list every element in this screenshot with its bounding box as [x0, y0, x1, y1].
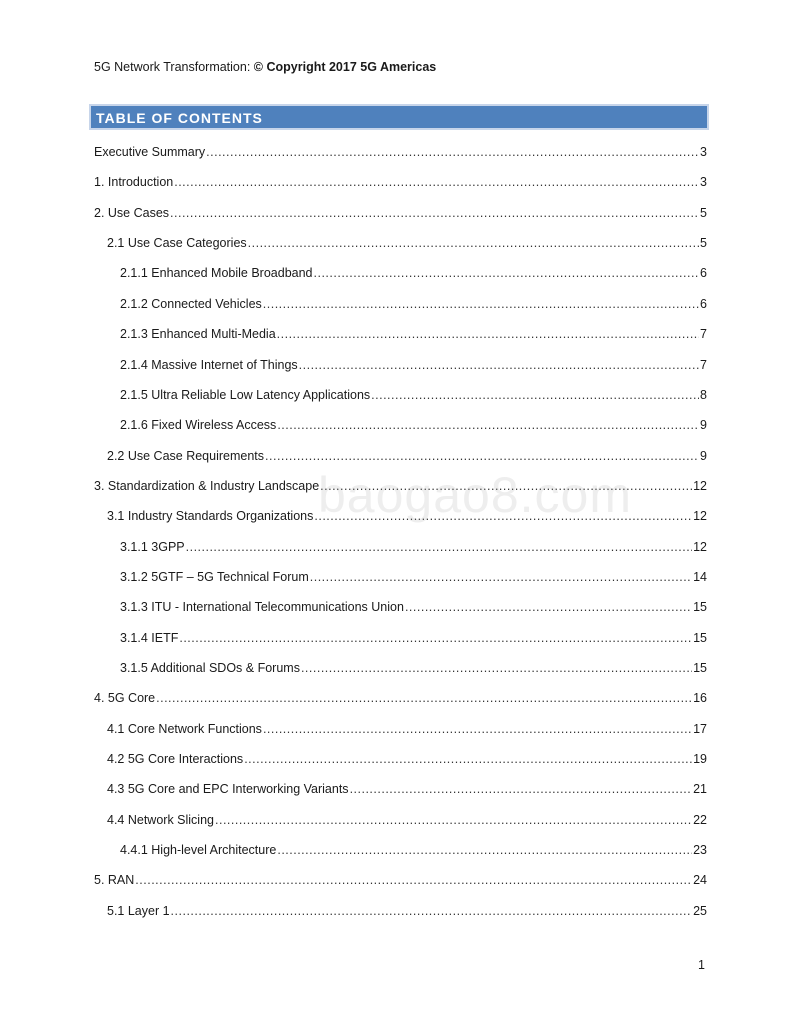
- toc-entry[interactable]: [107, 449, 707, 467]
- toc-entry-label: 2.1.4 Massive Internet of Things: [120, 357, 298, 372]
- toc-entry-label: 2.1.3 Enhanced Multi-Media: [120, 327, 276, 342]
- toc-entry[interactable]: [120, 540, 707, 558]
- toc-entry-label: 4.3 5G Core and EPC Interworking Variants: [107, 782, 349, 797]
- toc-entry[interactable]: [107, 813, 707, 831]
- toc-entry-page: 15: [693, 661, 707, 675]
- toc-entry-label: 3.1.5 Additional SDOs & Forums: [120, 661, 300, 675]
- toc-entry-page: 3: [700, 175, 707, 190]
- toc-entry[interactable]: [120, 297, 707, 315]
- toc-entry[interactable]: [120, 388, 707, 406]
- toc-entry[interactable]: [120, 418, 707, 436]
- toc-entry-label: 1. Introduction: [94, 175, 174, 190]
- toc-entry-label: 2.1.1 Enhanced Mobile Broadband: [120, 266, 313, 281]
- page-header: [94, 60, 436, 74]
- toc-entry[interactable]: [94, 873, 707, 891]
- toc-dot-leader: [314, 266, 700, 280]
- page-number: 1: [698, 958, 705, 972]
- toc-dot-leader: [263, 722, 692, 736]
- toc-entry-label: 3. Standardization & Industry Landscape: [94, 478, 320, 493]
- toc-entry-label: 2.1.6 Fixed Wireless Access: [120, 418, 277, 433]
- toc-entry[interactable]: [107, 904, 707, 922]
- toc-entry[interactable]: [120, 327, 707, 345]
- toc-entry[interactable]: [120, 631, 707, 649]
- toc-dot-leader: [320, 479, 692, 493]
- toc-entry[interactable]: [120, 661, 707, 679]
- toc-dot-leader: [265, 449, 699, 463]
- toc-entry-page: 25: [693, 903, 707, 918]
- toc-entry-page: 9: [700, 448, 707, 463]
- toc-dot-leader: [248, 236, 699, 250]
- toc-dot-leader: [277, 327, 699, 341]
- toc-dot-leader: [174, 175, 699, 189]
- toc-entry[interactable]: [107, 782, 707, 800]
- toc-entry-label: 2.1.2 Connected Vehicles: [120, 296, 262, 311]
- toc-entry[interactable]: [120, 358, 707, 376]
- toc-entry-page: 14: [693, 569, 707, 584]
- toc-dot-leader: [135, 873, 692, 887]
- toc-entry-label: 5. RAN: [94, 873, 135, 888]
- toc-entry-page: 12: [693, 539, 707, 554]
- toc-entry-label: 3.1.1 3GPP: [120, 539, 185, 554]
- toc-entry-label: 4.1 Core Network Functions: [107, 721, 262, 736]
- toc-heading: TABLE OF CONTENTS: [96, 110, 263, 126]
- toc-entry-label: 5.1 Layer 1: [107, 903, 170, 918]
- toc-entry-page: 7: [700, 327, 707, 342]
- toc-dot-leader: [170, 206, 699, 220]
- toc-entry-page: 6: [700, 266, 707, 281]
- toc-dot-leader: [371, 388, 699, 402]
- toc-dot-leader: [244, 752, 692, 766]
- toc-dot-leader: [314, 509, 692, 523]
- toc-dot-leader: [215, 813, 692, 827]
- toc-dot-leader: [277, 418, 699, 432]
- toc-entry-page: 23: [693, 843, 707, 858]
- header-copyright: © Copyright 2017 5G Americas: [253, 60, 437, 74]
- toc-entry-page: 5: [700, 236, 707, 251]
- toc-entry[interactable]: [120, 843, 707, 861]
- toc-entry-page: 5: [700, 205, 707, 220]
- toc-entry-label: 2.2 Use Case Requirements: [107, 448, 265, 463]
- toc-dot-leader: [299, 358, 699, 372]
- toc-dot-leader: [350, 782, 693, 796]
- toc-entry[interactable]: [94, 145, 707, 163]
- toc-entry-label: 4. 5G Core: [94, 691, 156, 706]
- toc-entry-page: 22: [693, 812, 707, 827]
- toc-entry-page: 15: [693, 600, 707, 615]
- toc-entry-page: 6: [700, 296, 707, 311]
- toc-entry-page: 21: [693, 782, 707, 797]
- toc-dot-leader: [301, 661, 692, 675]
- toc-entry[interactable]: [107, 509, 707, 527]
- toc-entry[interactable]: [94, 479, 707, 497]
- toc-entry[interactable]: [94, 175, 707, 193]
- toc-dot-leader: [179, 631, 692, 645]
- toc-entry-label: 3.1 Industry Standards Organizations: [107, 509, 314, 524]
- toc-entry-label: 4.4 Network Slicing: [107, 812, 214, 827]
- toc-entry-page: 24: [693, 873, 707, 888]
- toc-dot-leader: [263, 297, 699, 311]
- toc-entry-label: 2.1.5 Ultra Reliable Low Latency Applications: [120, 387, 371, 402]
- toc-dot-leader: [206, 145, 699, 159]
- watermark: baogao8.com: [318, 467, 633, 523]
- toc-dot-leader: [310, 570, 692, 584]
- toc-dot-leader: [171, 904, 693, 918]
- toc-dot-leader: [156, 691, 692, 705]
- toc-entry-page: 12: [693, 509, 707, 524]
- toc-entry[interactable]: [94, 206, 707, 224]
- toc-entry[interactable]: [107, 752, 707, 770]
- toc-entry-page: 19: [693, 752, 707, 766]
- toc-entry-page: 8: [700, 387, 707, 402]
- toc-entry-page: 9: [700, 418, 707, 433]
- header-doc-title: 5G Network Transformation:: [94, 60, 251, 74]
- toc-entry-page: 17: [693, 721, 707, 736]
- toc-entry-label: 4.2 5G Core Interactions: [107, 752, 244, 766]
- toc-entry[interactable]: [120, 266, 707, 284]
- toc-entry-label: 2. Use Cases: [94, 205, 170, 220]
- toc-entry-label: 3.1.4 IETF: [120, 630, 179, 645]
- toc-dot-leader: [277, 843, 692, 857]
- toc-dot-leader: [186, 540, 692, 554]
- toc-entry-page: 3: [700, 145, 707, 159]
- toc-entry[interactable]: [120, 600, 707, 618]
- toc-entry-page: 7: [700, 357, 707, 372]
- toc-entry-label: 3.1.2 5GTF – 5G Technical Forum: [120, 569, 309, 584]
- toc-entry-page: 16: [693, 691, 707, 706]
- toc-dot-leader: [405, 600, 692, 614]
- toc-entry-label: Executive Summary: [94, 145, 206, 159]
- toc-entry-label: 4.4.1 High-level Architecture: [120, 843, 277, 858]
- toc-entry-page: 15: [693, 630, 707, 645]
- toc-entry-page: 12: [693, 478, 707, 493]
- toc-entry-label: 3.1.3 ITU - International Telecommunications Union: [120, 600, 404, 615]
- toc-entry[interactable]: [120, 570, 707, 588]
- toc-entry[interactable]: [94, 691, 707, 709]
- toc-entry[interactable]: [107, 722, 707, 740]
- toc-heading-banner: [89, 104, 709, 130]
- toc-entry[interactable]: [107, 236, 707, 254]
- toc-entry-label: 2.1 Use Case Categories: [107, 236, 247, 251]
